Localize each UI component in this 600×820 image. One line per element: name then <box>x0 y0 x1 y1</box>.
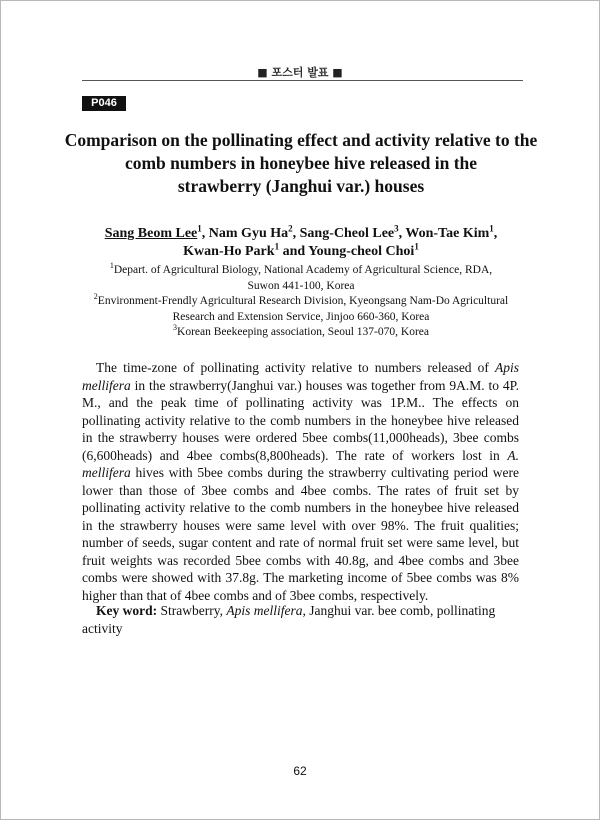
section-header: ■ 포스터 발표 ■ <box>257 66 343 79</box>
header-rule <box>82 80 523 81</box>
keywords-label: Key word: <box>96 603 158 618</box>
author-affil-mark: 1 <box>197 223 202 234</box>
author-name: Kwan-Ho Park <box>183 244 275 259</box>
keywords <box>82 602 522 637</box>
page-number: 62 <box>293 764 307 778</box>
abstract-text: hives with 5bee combs during the strawberry cultivating period were lower than those of 3bee combs and 4bee combs. The rates of fruit set by pollinating activity relative to the comb numbers in the honeybee hive released in the strawberry houses were same level with over 98%. The fruit qualities; number of seeds, sugar content and rate of normal fruit set were same level, but fruit weights was recorded 5bee combs with 40.8g, and 4bee combs and 3bee combs were showed with 37.8g. The marketing income of 5bee combs was 8% higher than that of 4bee combs and of 3bee combs, respectively. <box>82 465 519 603</box>
species-name: Apis mellifera <box>82 360 519 393</box>
affil-mark: 3 <box>173 323 178 333</box>
abstract-text: in the strawberry(Janghui var.) houses was together from 9A.M. to 4P. M., and the peak time of pollinating activity was 1P.M.. The effects on pollinating activity relative to the comb numbers in the honeybee hive released in the strawberry houses were ordered 5bee combs(11,000heads), 3bee combs (6,600heads) and 4bee combs(8,800heads). The rate of workers lost in <box>82 377 519 463</box>
author-line-1 <box>61 225 541 243</box>
author-affil-mark: 2 <box>288 223 293 234</box>
affil-mark: 2 <box>93 292 98 302</box>
abstract-paragraph <box>82 359 519 604</box>
poster-code-badge: P046 <box>82 96 126 111</box>
affil-text: Korean Beekeeping association, Seoul 137-070, Korea <box>177 326 429 338</box>
affil-text: Environment-Frendly Agricultural Research Division, Kyeongsang Nam-Do Agricultural <box>97 295 509 307</box>
affiliation-2-cont: Research and Extension Service, Jinjoo 660-360, Korea <box>172 310 430 323</box>
author-affil-mark: 3 <box>394 223 399 234</box>
author-line-2 <box>61 243 541 261</box>
title-line-3: strawberry (Janghui var.) houses <box>177 176 425 196</box>
affiliations <box>61 263 541 341</box>
author-name: , Won-Tae Kim <box>398 226 490 241</box>
species-name: Apis mellifera <box>226 603 303 618</box>
title-line-2: comb numbers in honeybee hive released in the <box>124 153 478 173</box>
affiliation-1-cont: Suwon 441-100, Korea <box>247 279 355 292</box>
author-name: , Nam Gyu Ha <box>201 226 289 241</box>
affil-mark: 1 <box>109 261 114 271</box>
author-separator: , <box>493 226 498 241</box>
author-affil-mark: 1 <box>414 241 419 252</box>
title-line-1: Comparison on the pollinating effect and activity relative to the <box>64 130 538 150</box>
paper-title <box>61 129 541 198</box>
author-affil-mark: 1 <box>489 223 494 234</box>
affiliation-1 <box>61 263 541 279</box>
author-affil-mark: 1 <box>274 241 280 252</box>
species-name: A. mellifera <box>82 447 519 480</box>
affil-text: Depart. of Agricultural Biology, National Academy of Agricultural Science, RDA, <box>113 264 493 276</box>
author-name: Sang Beom Lee <box>104 226 198 241</box>
author-name: and Young-cheol Choi <box>279 244 415 259</box>
author-name: , Sang-Cheol Lee <box>292 226 395 241</box>
keywords-text: Strawberry, <box>157 603 227 618</box>
keywords-text: , Janghui var. bee comb, pollinating activity <box>82 603 496 636</box>
abstract-text: The time-zone of pollinating activity relative to numbers released of <box>96 360 495 375</box>
affiliation-3 <box>61 325 541 341</box>
author-list <box>61 225 541 261</box>
affiliation-2 <box>61 294 541 310</box>
